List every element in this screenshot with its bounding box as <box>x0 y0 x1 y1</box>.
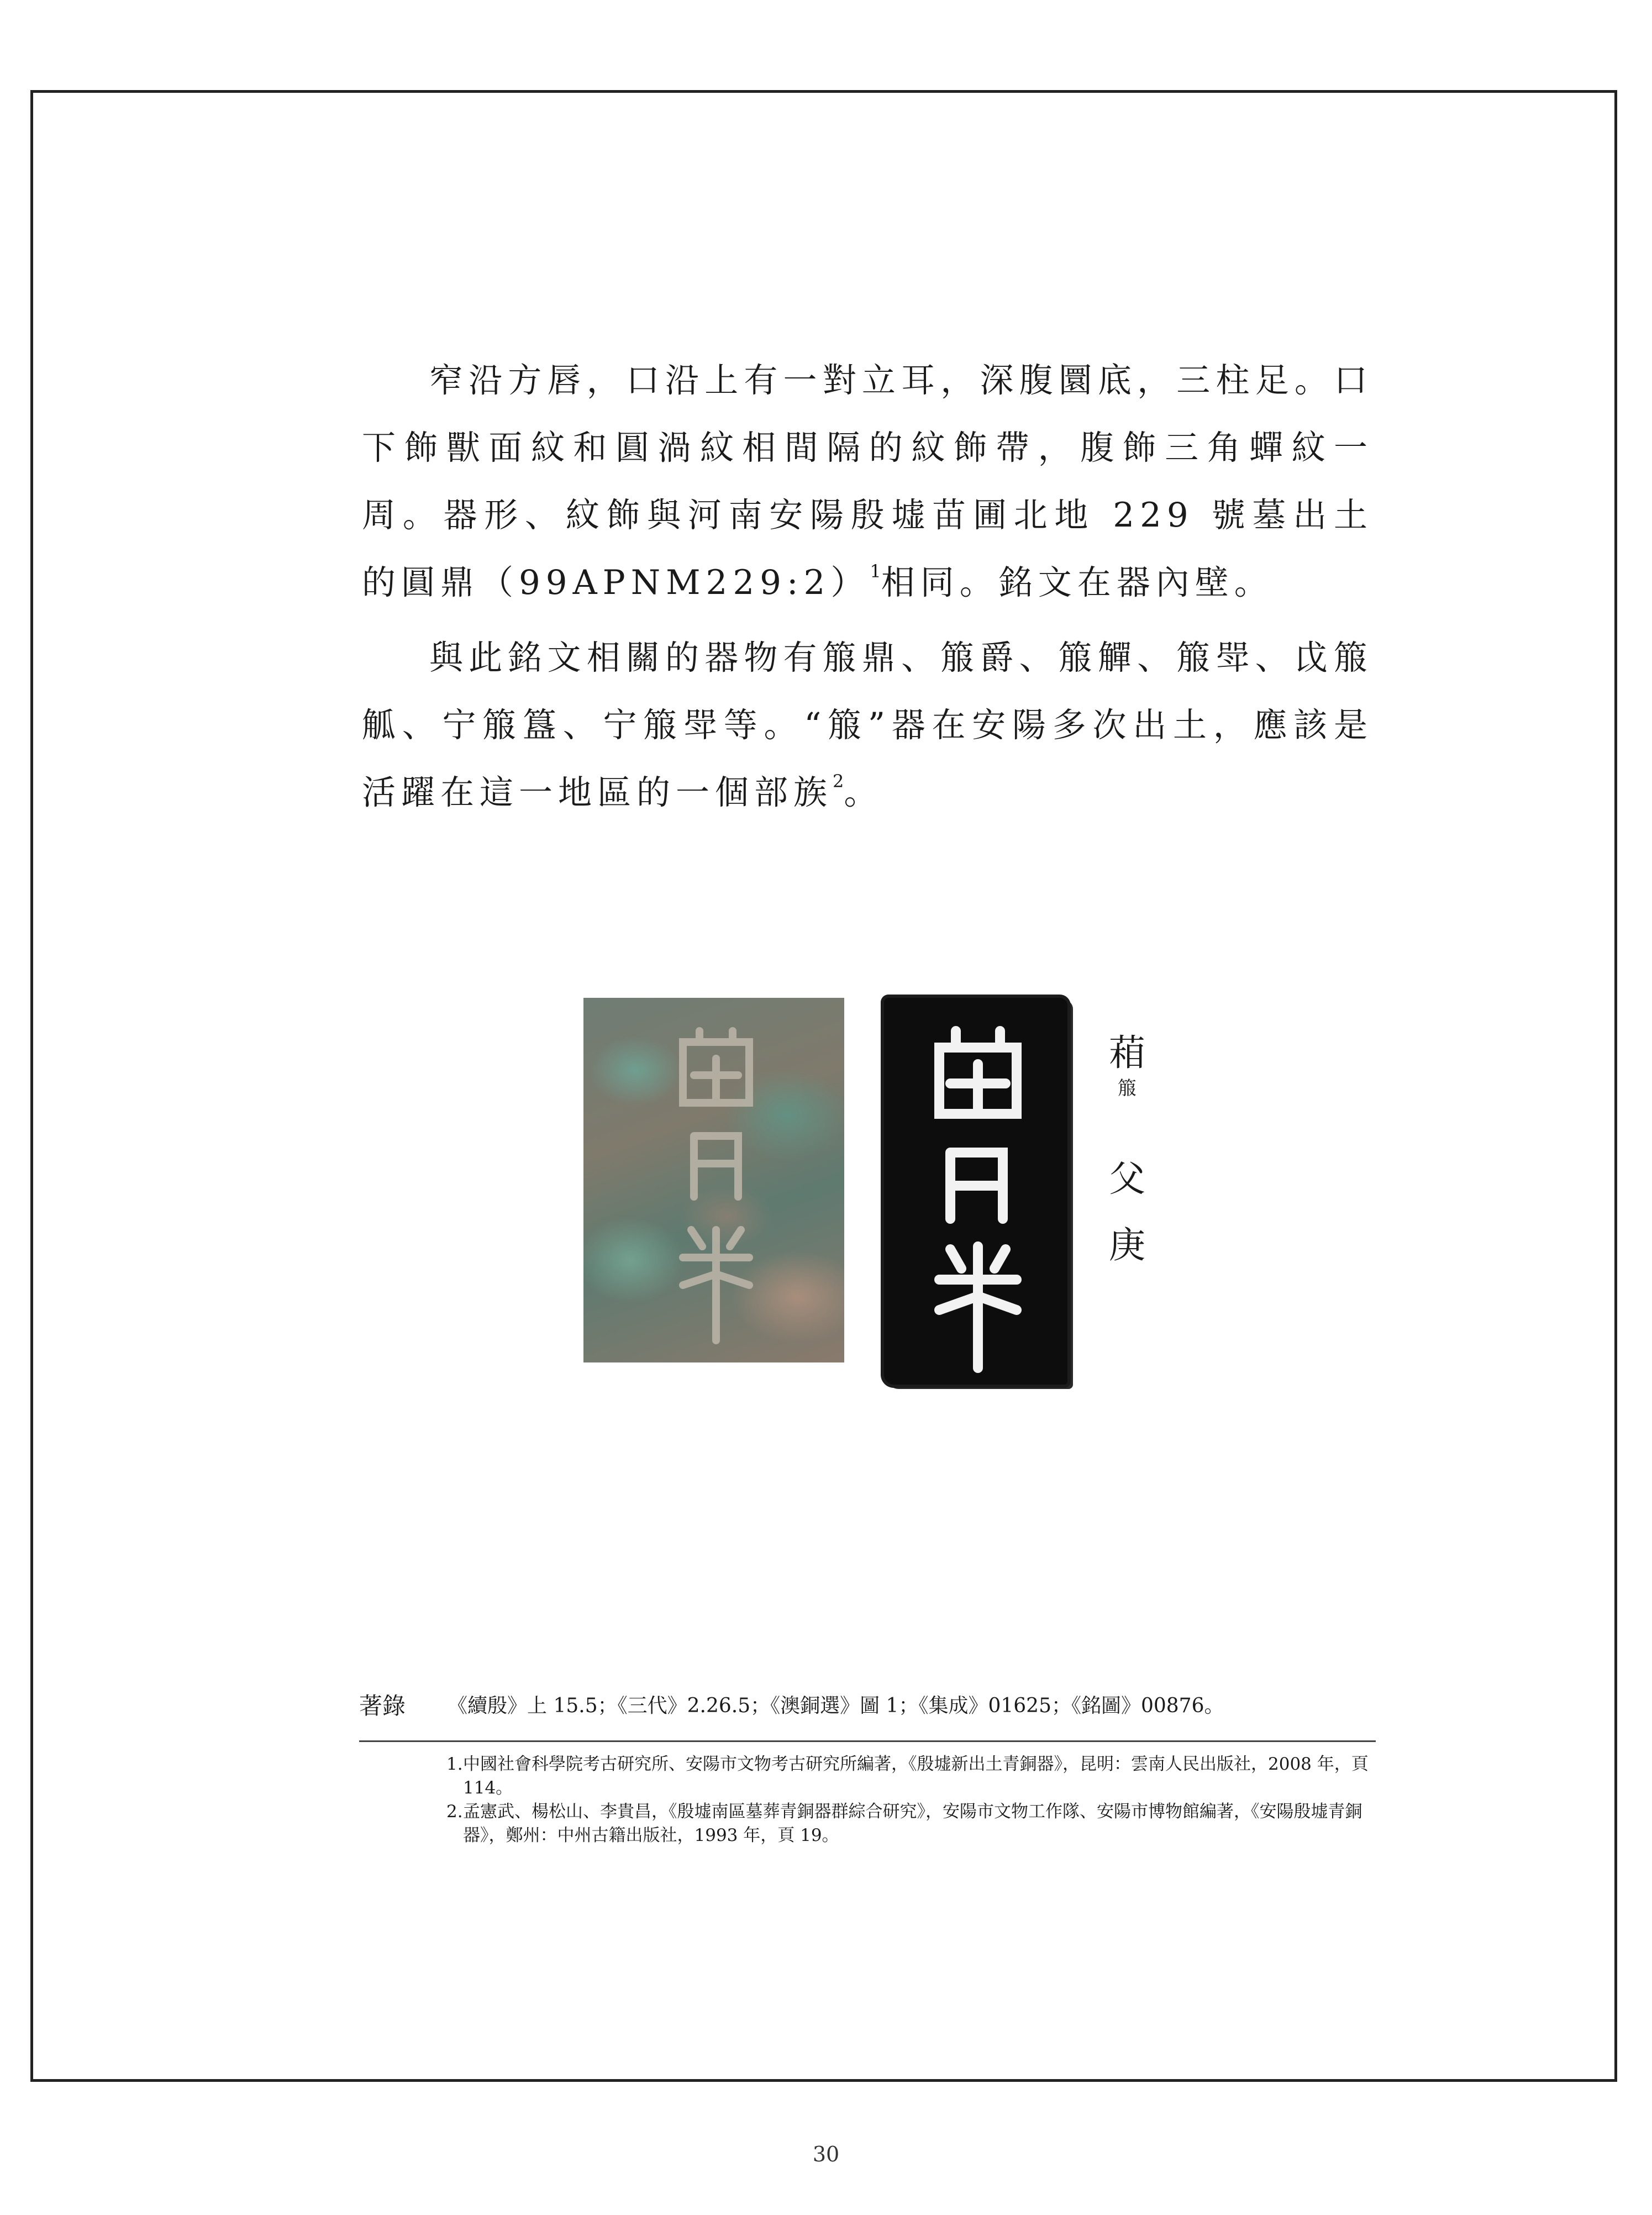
paragraph-1: 窄沿方唇，口沿上有一對立耳，深腹圜底，三柱足。口下飾獸面紋和圓渦紋相間隔的紋飾帶，腹飾三角蟬紋一周。器形、紋飾與河南安陽殷墟苗圃北地 229 號墓出土的圓鼎（99APNM229:2）$^1$相同。銘文在器內壁。 <box>362 361 1373 602</box>
footnote-ref-2: 2 <box>833 771 844 792</box>
inscription-photo <box>583 998 844 1362</box>
footnotes <box>446 1753 1375 1848</box>
transcription-char-2: 父 <box>1109 1158 1145 1200</box>
inscription-rubbing <box>884 998 1067 1385</box>
record-text: 《續殷》上 15.5；《三代》2.26.5；《澳銅選》圖 1；《集成》01625；《銘圖》00876。 <box>448 1695 1224 1717</box>
transcription-char-1-gloss: 箙 <box>1118 1077 1137 1099</box>
footnote-1: 1. 中國社會科學院考古研究所、安陽市文物考古研究所編著，《殷墟新出土青銅器》，昆明：雲南人民出版社，2008 年，頁 114。 <box>446 1754 1369 1798</box>
inscription-transcription <box>1105 1031 1149 1267</box>
footnote-ref-1: 1 <box>870 561 881 582</box>
inscription-photo-glyphs <box>583 998 844 1362</box>
bibliographic-record <box>359 1692 1376 1721</box>
footnote-divider <box>359 1740 1376 1742</box>
inscription-rubbing-glyphs <box>884 998 1067 1385</box>
record-label: 著錄 <box>359 1692 406 1719</box>
transcription-char-1: 葙 <box>1109 1032 1145 1074</box>
page-number: 30 <box>812 2142 840 2166</box>
paragraph-2: 與此銘文相關的器物有箙鼎、箙爵、箙觶、箙斝、戉箙觚、宁箙簋、宁箙斝等。“箙”器在安陽多次出土，應該是活躍在這一地區的一個部族$^2$。 <box>362 638 1373 812</box>
footnote-2: 2. 孟憲武、楊松山、李貴昌，《殷墟南區墓葬青銅器群綜合研究》，安陽市文物工作隊、安陽市博物館編著，《安陽殷墟青銅器》，鄭州：中州古籍出版社，1993 年，頁 19。 <box>446 1802 1362 1845</box>
transcription-char-3: 庚 <box>1109 1224 1145 1266</box>
description-text <box>362 347 1373 827</box>
